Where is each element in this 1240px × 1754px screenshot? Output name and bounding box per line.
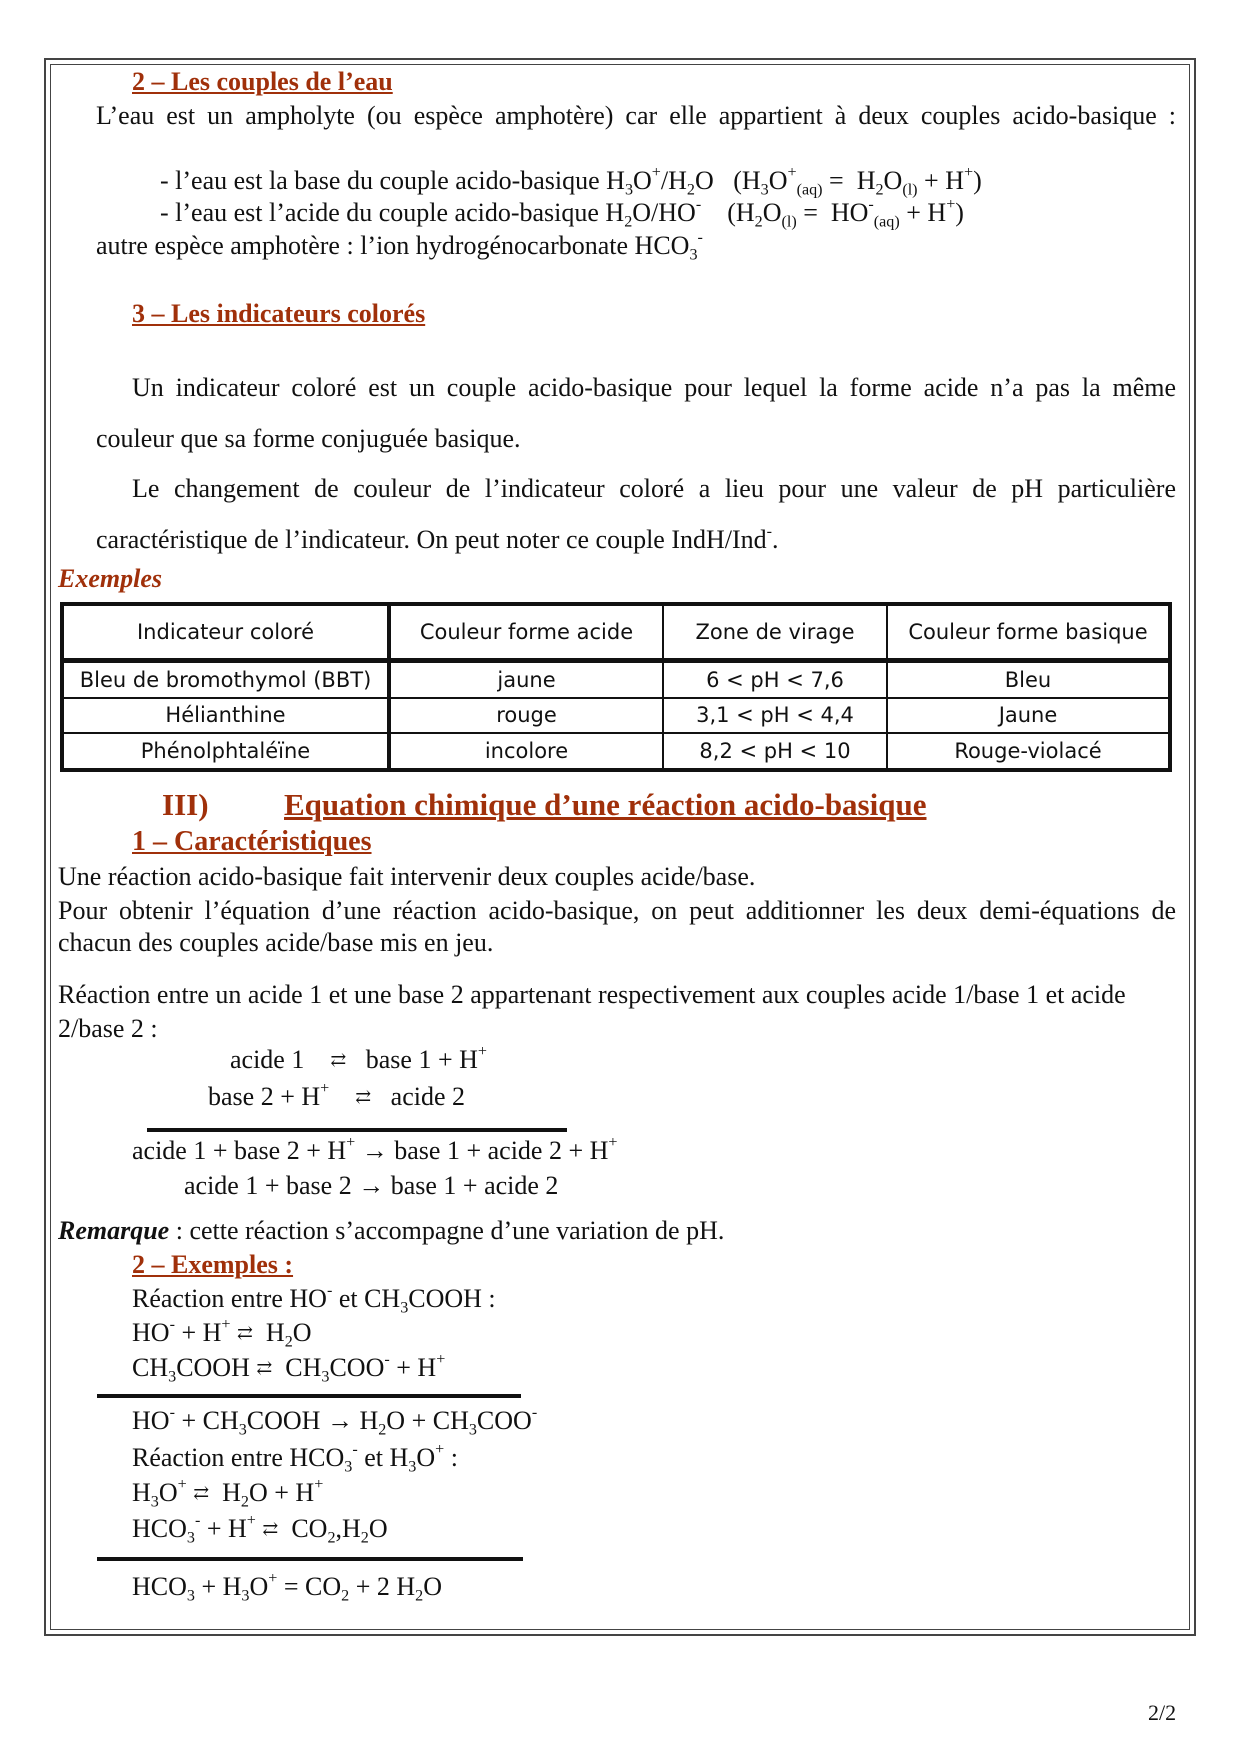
example-1-title: Réaction entre HO- et $CH_3COOH$ : (132, 1281, 496, 1317)
water-acid-line: - l’eau est l’acide du couple acido-basique $H_2O/HO^-$ $(H_2O_{(l)} = HO^-_{(aq)} + H^+)$ (160, 195, 964, 231)
indicator-table (60, 602, 1172, 772)
table-cell: incolore (390, 733, 663, 769)
example-1-divider (97, 1394, 521, 1398)
characteristics-title: 1 – Caractéristiques (132, 826, 372, 857)
table-row (63, 733, 1169, 769)
sum-equation: acide 1 + base 2 + H+ → base 1 + acide 2 + H+ (132, 1133, 618, 1165)
sum-divider (147, 1128, 567, 1132)
table-cell: Jaune (887, 698, 1169, 734)
table-cell: Bleu de bromothymol (BBT) (63, 662, 390, 698)
section-III-number: III) (162, 787, 209, 822)
table-cell: rouge (390, 698, 663, 734)
water-base-line: - l’eau est la base du couple acido-basique $H_3O^+/H_2O$ $(H_3O^+_{(aq)} = H_2O_{(l)} + H^+)$ (160, 163, 982, 199)
table-cell: Rouge-violacé (887, 733, 1169, 769)
example-2-result: $HCO_3 + H_3O^+ = CO_2 + 2$ $H_2O$ (132, 1569, 442, 1605)
example-1-half-1: HO- + H+ ⇄ $H_2O$ (132, 1315, 312, 1351)
indicator-definition: Un indicateur coloré est un couple acido-basique pour lequel la forme acide n’a pas la même couleur que sa forme conjuguée basique. (96, 373, 1176, 453)
table-cell: 3,1 < pH < 4,4 (663, 698, 887, 734)
section-2-title: 2 – Les couples de l’eau (132, 67, 393, 96)
examples-title: 2 – Exemples : (132, 1250, 294, 1279)
table-cell: Phénolphtaléïne (63, 733, 390, 769)
table-cell: 6 < pH < 7,6 (663, 662, 887, 698)
section-2-intro: L’eau est un ampholyte (ou espèce amphotère) car elle appartient à deux couples acido-basique : (96, 101, 1176, 130)
remark: Remarque : cette réaction s’accompagne d’une variation de pH. (58, 1216, 725, 1245)
table-cell: Bleu (887, 662, 1169, 698)
half-equation-1: acide 1 ⇄ base 1 + H+ (230, 1042, 487, 1074)
table-row (63, 662, 1169, 698)
other-amphoteric-line: autre espèce amphotère : l’ion hydrogénocarbonate $HCO_3^-$ (96, 228, 703, 264)
characteristics-p3: Réaction entre un acide 1 et une base 2 appartenant respectivement aux couples acide 1/base 1 et acide 2/base 2 : (58, 980, 1126, 1043)
example-2-half-2: $HCO_3^- + H^+$ ⇄ $CO_2,H_2O$ (132, 1511, 388, 1547)
table-header-cell: Couleur forme acide (390, 605, 663, 662)
characteristics-p2: Pour obtenir l’équation d’une réaction acido-basique, on peut additionner les deux demi-équations de chacun des couples acide/base mis en jeu. (58, 896, 1176, 957)
table-header-row (63, 605, 1169, 662)
equilibrium-arrow-icon: ⇄ (355, 1087, 372, 1108)
characteristics-p1: Une réaction acido-basique fait intervenir deux couples acide/base. (58, 862, 756, 891)
page-number: 2/2 (1148, 1700, 1177, 1725)
table-row (63, 698, 1169, 734)
examples-label: Exemples (58, 564, 162, 593)
table-header-cell: Indicateur coloré (63, 605, 390, 662)
indicator-change: Le changement de couleur de l’indicateur coloré a lieu pour une valeur de pH particulière caractéristique de l’indicateur. On peut noter ce couple IndH/Ind-. (96, 474, 1176, 554)
section-III-title: Equation chimique d’une réaction acido-basique (284, 787, 927, 822)
half-equation-2: base 2 + H+ ⇄ acide 2 (208, 1079, 465, 1111)
example-2-half-1: $H_3O^+$ ⇄ $H_2O + H^+$ (132, 1475, 324, 1511)
equilibrium-arrow-icon: ⇄ (330, 1050, 347, 1071)
section-3-title: 3 – Les indicateurs colorés (132, 299, 426, 328)
example-2-divider (97, 1557, 523, 1561)
example-2-title: Réaction entre $HCO_3^-$ et $H_3O^+$ : (132, 1440, 458, 1476)
table-cell: jaune (390, 662, 663, 698)
table-cell: Hélianthine (63, 698, 390, 734)
table-header-cell: Couleur forme basique (887, 605, 1169, 662)
table-cell: 8,2 < pH < 10 (663, 733, 887, 769)
table-header-cell: Zone de virage (663, 605, 887, 662)
net-equation: acide 1 + base 2 → base 1 + acide 2 (184, 1171, 559, 1200)
example-1-result: $HO^- + CH_3COOH \to H_2O + CH_3COO^-$ (132, 1403, 538, 1439)
example-1-half-2: $CH_3COOH$ ⇄ $CH_3COO^- + H^+$ (132, 1350, 446, 1386)
